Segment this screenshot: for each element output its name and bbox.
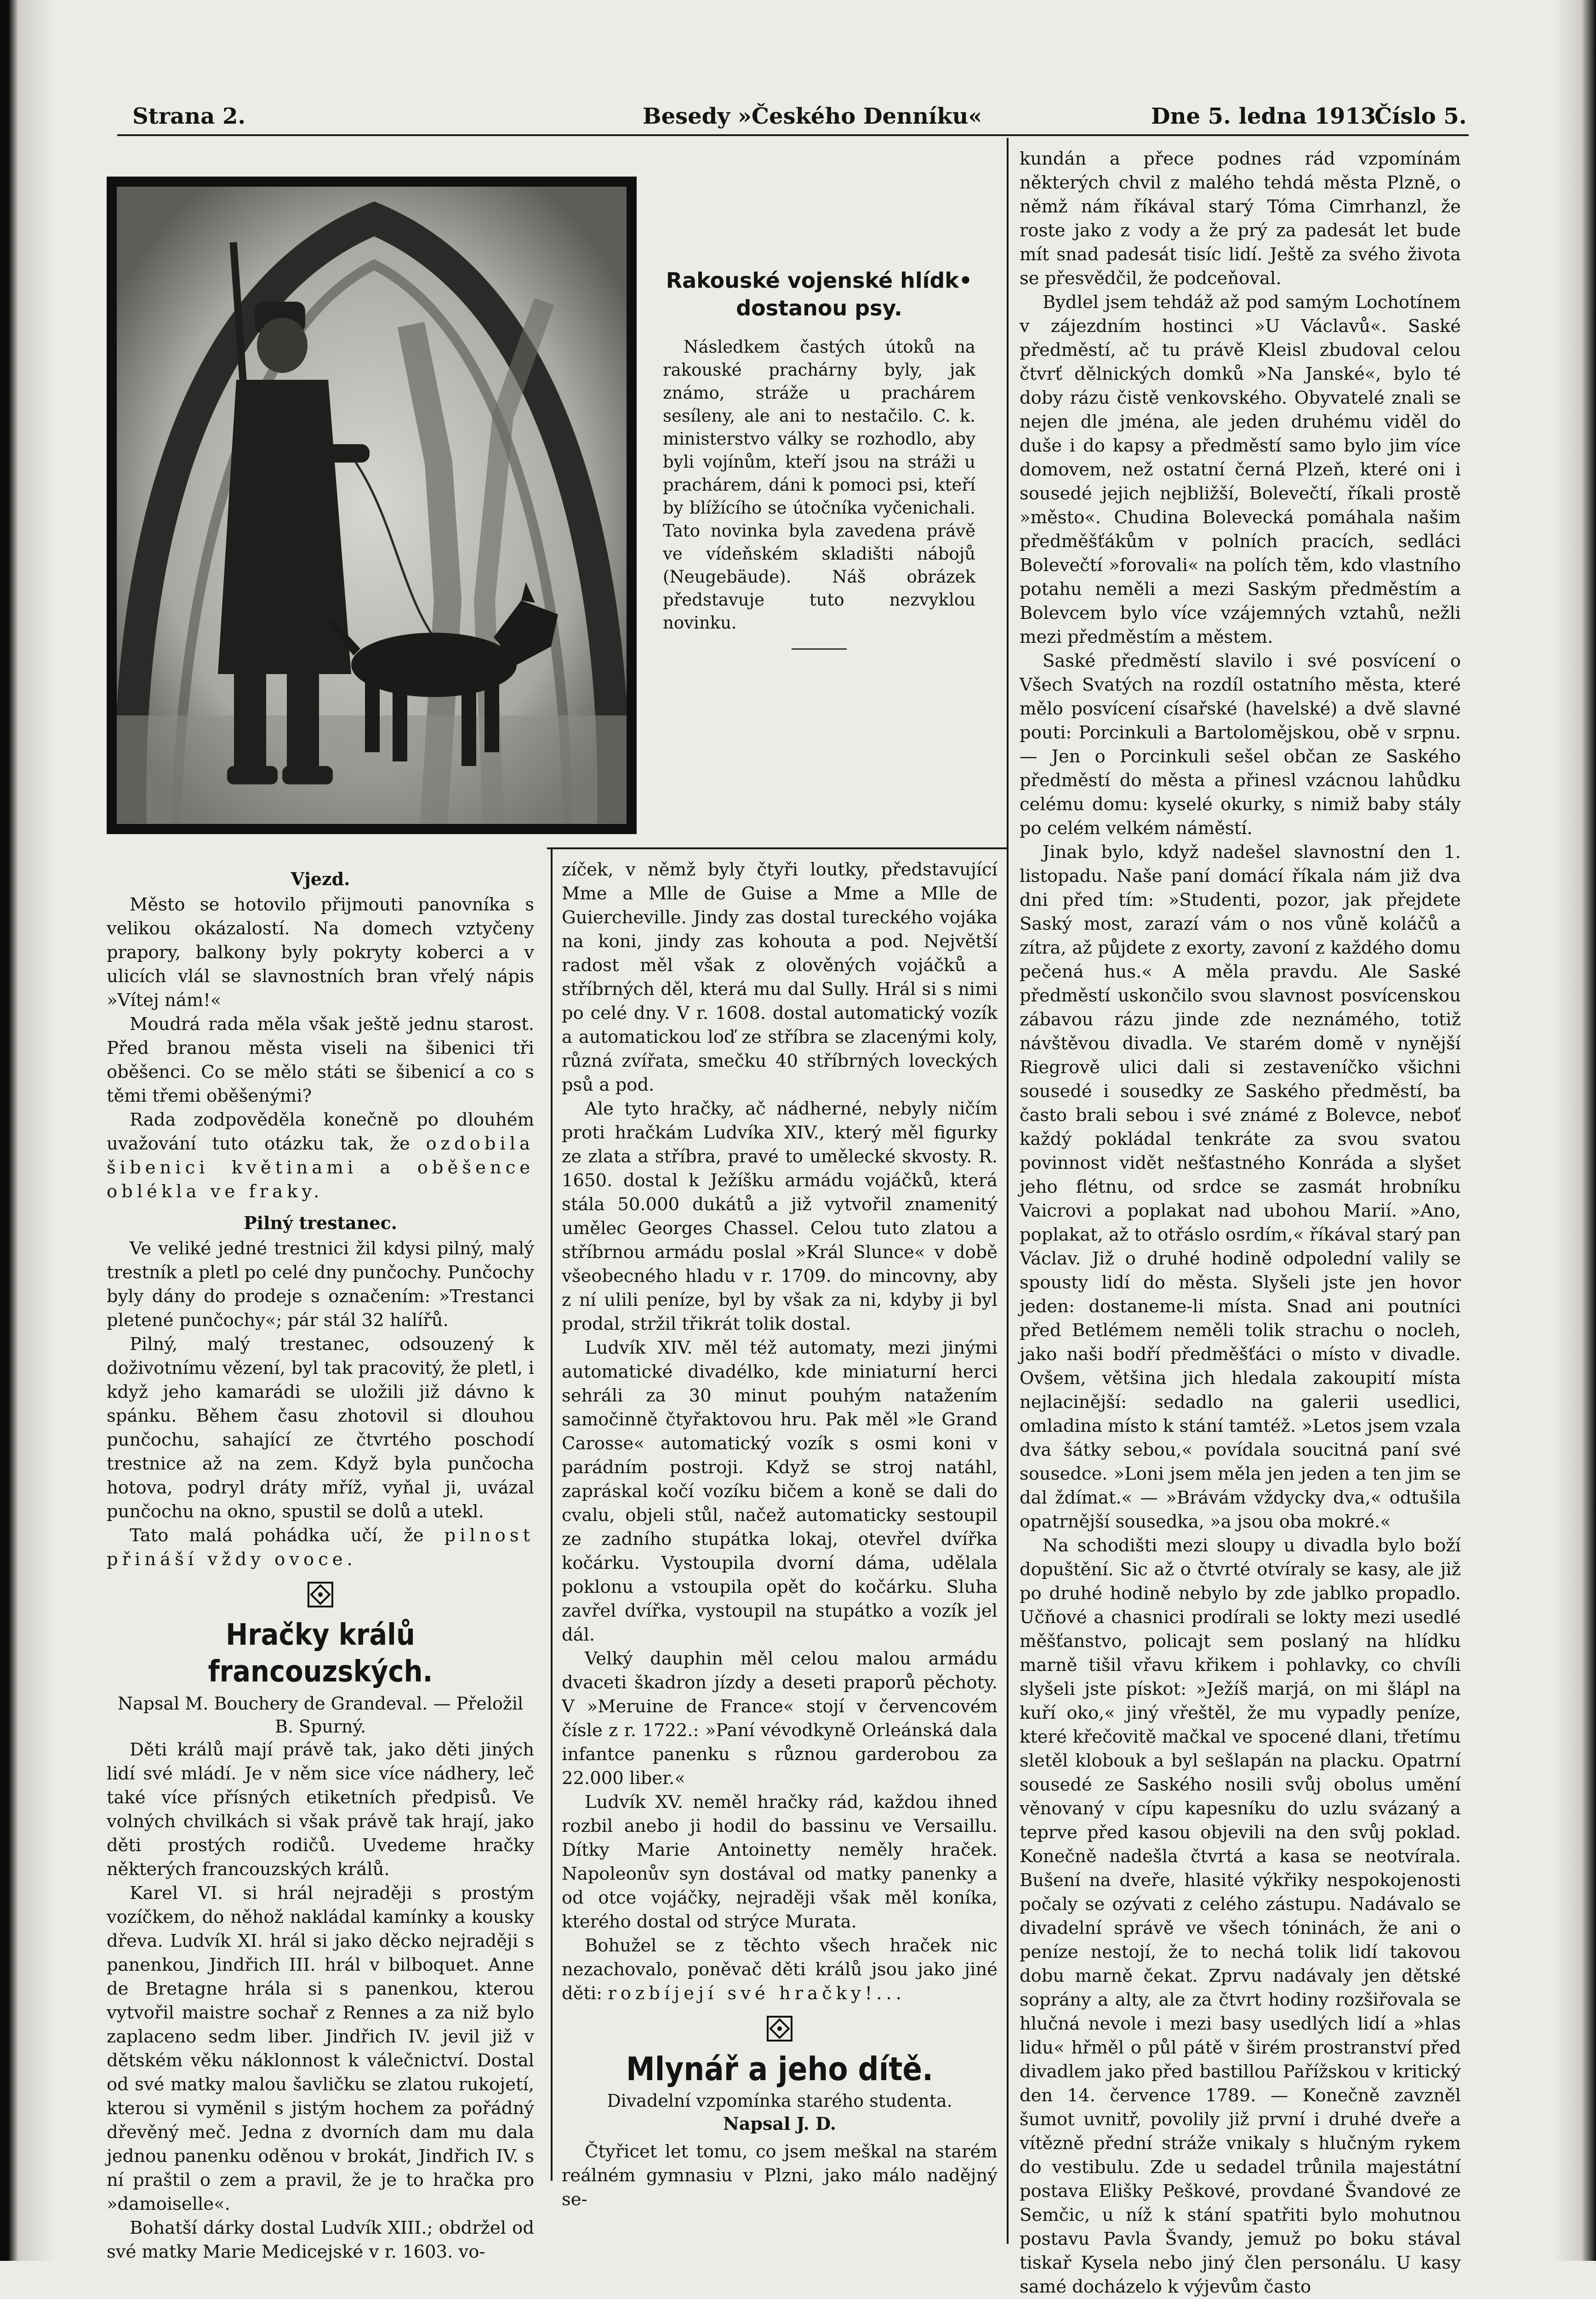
column-2: [562, 858, 998, 2212]
photo-soldier-with-dog: [107, 177, 637, 834]
article-title: Rakouské vojenské hlídk• dostanou psy.: [666, 268, 973, 320]
article-title-hracky: Hračky králů francouzských.: [208, 1618, 433, 1689]
article-title-mlynar: Mlynář a jeho dítě.: [626, 2050, 934, 2088]
issue-date: Dne 5. ledna 1913.: [1151, 103, 1384, 129]
paragraph: Pilný, malý trestanec, odsouzený k doživotnímu vězení, byl tak pracovitý, že pletl, i když jeho kamarádi se uložili již dávno k spánku. Během času zhotovil si dlouhou punčochu, sahající ze čtvrtého poschodí trestnice až na zem. Když byla punčocha hotova, podryl dráty mříž, vyňal ji, uvázal punčochu na okno, spustil se dolů a utekl.: [107, 1334, 534, 1522]
paragraph: [107, 1108, 534, 1204]
paragraph: zíček, v němž byly čtyři loutky, představující Mme a Mlle de Guise a Mme a Mlle de Guiercheville. Jindy zas dostal tureckého vojáka na koni, jindy zas kohouta a pod. Největší radost měl však z olověných vojáčků a stříbrných děl, která mu dal Sully. Hrál si s nimi po celé dny. V r. 1608. dostal automatický vozík a automatickou loď ze stříbra se zlacenými koly, různá zvířata, smečku 40 stříbrných loveckých psů a pod.: [562, 859, 998, 1095]
subtitle: Divadelní vzpomínka starého studenta.: [607, 2091, 952, 2111]
paragraph: Čtyřicet let tomu, co jsem meškal na starém reálném gymnasiu v Plzni, jako málo nadějný se-: [562, 2141, 998, 2210]
emphasis-text: rozbíjejí své hračky!...: [608, 1983, 906, 2004]
paragraph: Město se hotovilo přijmouti panovníka s velikou okázalostí. Na domech vztyčeny prapory, balkony byly pokryty koberci a v ulicích vlál se slavnostních bran vřelý nápis »Vítej nám!«: [107, 894, 534, 1011]
paragraph: Děti králů mají právě tak, jako děti jiných lidí své mládí. Je v něm sice více nádhery, leč také více přísných etiketních předpisů. Ve volných chvilkách si však právě tak hrají, jako děti prostých rodičů. Uvedeme hračky některých francouzských králů.: [107, 1739, 534, 1880]
divider: [792, 648, 847, 650]
page-number: Strana 2.: [132, 103, 246, 129]
emphasis-text: ozdobila šibenici květinami a oběšence oblékla ve fraky.: [107, 1133, 534, 1202]
column-3: [1020, 147, 1461, 2299]
ornament-icon: [562, 2015, 998, 2042]
paragraph-text: Bohužel se z těchto všech hraček nic nezachovalo, poněvač děti králů jsou jako jiné děti:: [562, 1935, 998, 2004]
column-rule-middle: [551, 847, 553, 2181]
publication-title: Besedy »Českého Denníku«: [643, 103, 982, 129]
issue-number: Číslo 5.: [1374, 103, 1467, 129]
paragraph: Ale tyto hračky, ač nádherné, nebyly ničím proti hračkám Ludvíka XIV., který měl figurky ze zlata a stříbra, pravé to umělecké skvosty. R. 1650. dostal k Ježíšku armádu vojáčků, která stála 50.000 dukátů a již vytvořil znamenitý umělec Georges Chassel. Celou tuto zlatou a stříbrnou armádu poslal »Král Slunce« v době všeobecného hladu v r. 1709. do mincovny, aby z ní ulili peníze, byl by však za ni, kdyby ji byl prodal, stržil třikrát tolik dostal.: [562, 1098, 998, 1334]
paragraph: Ve veliké jedné trestnici žil kdysi pilný, malý trestník a pletl po celé dny punčochy. Punčochy byly dány do prodeje s označením: »Trestanci pletené punčochy«; pár stál 32 halířů.: [107, 1238, 534, 1331]
column-rule-right: [1007, 138, 1009, 2244]
header-rule: [117, 134, 1469, 136]
photo-image: [117, 187, 627, 824]
heading-vjezd: Vjezd.: [291, 869, 350, 889]
paragraph: Ludvík XIV. měl též automaty, mezi jinými automatické divadélko, kde miniaturní herci sehráli za 30 minut pouhým natažením samočinně čtyřaktovou hru. Pak měl »le Grand Carosse« automatický vozík s osmi koni v parádním postroji. Když se stroj natáhl, zapráskal kočí vozíku bičem a koně se dali do cvalu, objeli stůl, načež automaticky sestoupil ze zadního stupátka lokaj, otevřel dvířka kočárku. Vystoupila dvorní dáma, udělala poklonu a vstoupila opět do kočárku. Sluha zavřel dvířka, vystoupil na stupátko a vozík jel dál.: [562, 1338, 998, 1645]
byline: Napsal M. Bouchery de Grandeval. — Přeložil B. Spurný.: [117, 1693, 524, 1737]
emphasis-text: pilnost přináší vždy ovoce.: [107, 1525, 535, 1570]
paragraph: Ludvík XV. neměl hračky rád, každou ihned rozbil anebo ji hodil do bassinu ve Versaillu. Dítky Marie Antoinetty neměly hraček. Napoleonův syn dostával od matky panenky a od otce vojáčky, nejraději však měl koníka, kterého dostal od strýce Murata.: [562, 1792, 998, 1932]
paragraph: [107, 1524, 534, 1572]
paragraph: Saské předměstí slavilo i své posvícení o Všech Svatých na rozdíl ostatního města, které mělo posvícení císařské (havelské) a dvě slavné pouti: Porcinkuli a Bartolomějskou, obě v srpnu. — Jen o Porcinkuli sešel občan ze Saského předměstí do města a přinesl vzácnou lahůdku celému domu: kyselé okurky, s nimiž baby stály po celém velkém náměstí.: [1020, 651, 1461, 839]
paragraph: [562, 1934, 998, 2006]
heading-pilny-trestanec: Pilný trestanec.: [244, 1212, 397, 1233]
paragraph: Na schodišti mezi sloupy u divadla bylo boží dopuštění. Sic až o čtvrté otvíraly se kasy, ale již po druhé hodině nebylo by zde jablko propadlo. Učňové a chasnici prodírali se lokty mezi usedlé měšťanstvo, policajt sem poslaný na hlídku marně tišil vřavu křikem i pohlavky, co chvíli slyšeli jste pískot: »Ježíš marjá, on mi šlápl na kuří oko,« jiný vřeštěl, že mu vypadly peníze, které křečovitě mačkal ve spocené dlani, třetímu sletěl klobouk a byl sešlapán na placku. Opatrní sousedé ze Saského nosili svůj obolus umění věnovaný v cípu kapesníku do uzlu svázaný a teprve před kasou objevili na den svůj poklad. Konečně nadešla čtvrtá a kasa se neotvírala. Bušení na dveře, hlasité výkřiky nespokojenosti počaly se ozývati z celého zástupu. Nadávalo se divadelní správě ve všech tóninách, že ani o peníze nestojí, že to nechá tolik lidí takovou dobu marně čekat. Zprvu nadávaly jen dětské soprány a alty, ale za čtvrt hodiny rozšiřovala se hlučná nevole i mezi basy usedlých lidí a »hlas lidu« hřměl o půl pátě v širém prostranství před divadlem jako před bastillou Pařížskou v kritický den 14. července 1789. — Konečně zavzněl šumot uvnitř, povolily již první i druhé dveře a vítězně přední stráže vnikaly s hlučným rykem do vestibulu. Zde u sedadel trůnila majestátní postava Elišky Peškové, provdané Švandové ze Semčic, u níž k stání spatřiti bylo mohutnou postavu Pavla Švandy, jemuž po boku stával tiskař Kysela nebo jiný člen personálu. U kasy samé docházelo k výjevům často: [1020, 1535, 1461, 2297]
paragraph: Velký dauphin měl celou malou armádu dvaceti škadron jízdy a deseti praporů pěchoty. V »Meruine de France« stojí v červencovém čísle z r. 1722.: »Paní vévodkyně Orleánská dala infantce panenku s různou garderobou za 22.000 liber.«: [562, 1648, 998, 1789]
paragraph: Bohatší dárky dostal Ludvík XIII.; obdržel od své matky Marie Medicejské v r. 1603. vo-: [107, 2218, 534, 2262]
paragraph: Karel VI. si hrál nejraději s prostým vozíčkem, do něhož nakládal kamínky a kousky dřeva. Ludvík XI. hrál si jako děcko nejraději s panenkou, Jindřich III. hrál v bilboquet. Anne de Bretagne hrála si s panenkou, kterou vytvořil maistre sochař z Rennes a za niž bylo zaplaceno sedm liber. Jindřich IV. jevil již v dětském věku náklonnost k válečnictví. Dostal od své matky malou šavličku se zlatou rukojetí, kterou si vyměnil s jistým hochem za pořádný dřevěný meč. Jedna z dvorních dam mu dala jednou panenku oděnou v brokát, Jindřich IV. s ní praštil o zem a pravil, že je to hračka pro »damoiselle«.: [107, 1883, 534, 2214]
paragraph: Moudrá rada měla však ještě jednu starost. Před branou města viseli na šibenici tři oběšenci. Co se mělo státi se šibenicí a co s těmi třemi oběšenými?: [107, 1014, 534, 1106]
author: Napsal J. D.: [723, 2113, 836, 2134]
paragraph: kundán a přece podnes rád vzpomínám některých chvil z malého tehdá města Plzně, o němž nám říkával starý Tóma Cimrhanzl, že roste jako z vody a že prý za padesát let bude mít snad padesát tisíc lidí. Ještě za svého života se přesvědčil, že podceňoval.: [1020, 149, 1461, 289]
paragraph-text: Rada zodpověděla konečně po dlouhém uvažování tuto otázku tak, že: [107, 1109, 534, 1154]
article-text: Následkem častých útoků na rakouské prachárny byly, jak známo, stráže u prachárem sesíleny, ale ani to nestačilo. C. k. ministerstvo války se rozhodlo, aby byli vojínům, kteří jsou na stráži u prachárem, dáni k pomoci psi, kteří by blížícího se útočníka vyčenichali. Tato novinka byla zavedena právě ve vídeňském skladišti nábojů (Neugebäude). Náš obrázek představuje tuto nezvyklou novinku.: [663, 337, 975, 633]
paragraph: Bydlel jsem tehdáž až pod samým Lochotínem v zájezdním hostinci »U Václavů«. Saské předměstí, ač tu právě Kleisl zbudoval celou čtvrť dělnických domků »Na Janské«, bylo té doby rázu čistě venkovského. Obyvatelé znali se nejen dle jména, ale jeden druhému viděl do duše i do kapsy a předměstí samo bylo jim více domovem, než ostatní černá Plzeň, které oni i sousedé jejich nejbližší, Bolevečtí, říkali prostě »město«. Chudina Bolevecká pomáhala našim předměšťákům v polních pracích, sedláci Bolevečtí »forovali« na polích těm, kdo vlastního potahu neměli a mezi Saským předměstím a Bolevcem bylo více vzájemných vztahů, nežli mezi předměstím a městem.: [1020, 292, 1461, 647]
ornament-icon: [107, 1581, 534, 1608]
paragraph-text: Tato malá pohádka učí, že: [130, 1525, 424, 1546]
column-1: [107, 864, 534, 2264]
paragraph: Jinak bylo, když nadešel slavnostní den 1. listopadu. Naše paní domácí říkala nám již dva dni před tím: »Studenti, pozor, jak přejdete Saský most, zarazí vám o nos vůně koláčů a zítra, až půjdete z exorty, zavoní z každého domu pečená hus.« A měla pravdu. Ale Saské předměstí uskončilo svou slavnost posvícenskou zábavou rázu jinde zde neznámého, totiž návštěvou divadla. Ve starém domě v nynější Riegrově ulici dali si zestaveníčko všichni sousedé i sousedky ze Saského předměstí, ba často brali sebou i své známé z Bolevce, neboť každý pokládal tenkráte za svou svatou povinnost vidět nešťastného Konráda a slyšet jeho flétnu, od srdce se zasmát hrobníku Vaicrovi a poplakat nad ubohou Marií. »Ano, poplakat, až to otřáslo osrdím,« říkával starý pan Václav. Již o druhé hodině odpolední valily se spousty lidí do města. Slyšeli jste jen hovor jeden: dostaneme-li místa. Snad ani poutníci před Betlémem neměli tolik strachu o nocleh, jako naši bodří předměšťáci o místo v divadle. Ovšem, většina jich hledala zakoupití místa nejlacinější: sedadlo na galerii usedlici, omladina místo k stání tamtéž. »Letos jsem vzala dva šátky sebou,« povídala soucitná paní své sousedce. »Loni jsem měla jen jeden a ten jim se dal ždímat.« — »Brávám vždycky dva,« odtušila opatrnější sousedka, »a jsou oba mokré.«: [1020, 842, 1461, 1532]
photo-rule: [547, 847, 1007, 849]
article-military-dogs: [663, 267, 975, 650]
